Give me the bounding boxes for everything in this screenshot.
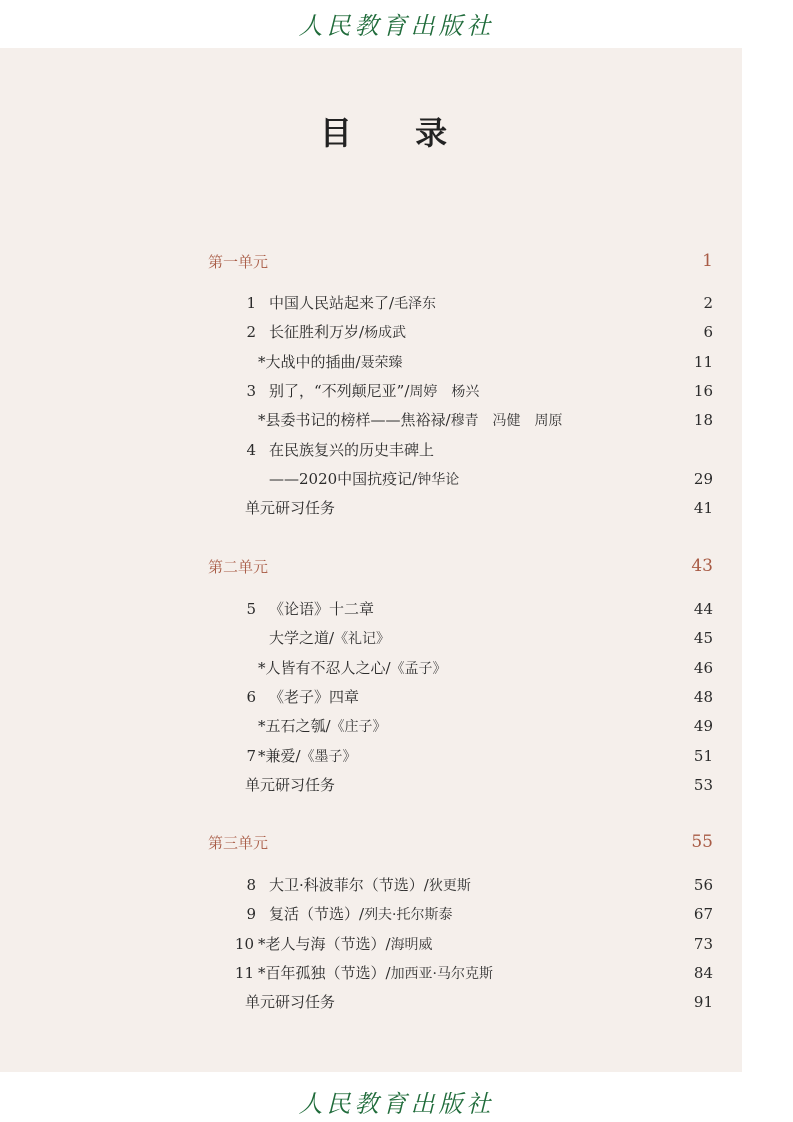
entry-page-number: 29	[693, 470, 713, 488]
entry-number: 10	[234, 935, 254, 953]
entry-author: 聂荣臻	[360, 355, 403, 371]
entry-title: 《老子》四章	[269, 688, 360, 706]
publisher-logo-bottom: 人民教育出版社	[298, 1090, 495, 1118]
entry-author: 《庄子》	[330, 719, 387, 735]
entry-page-number: 84	[693, 964, 713, 982]
entry-page-number: 67	[693, 905, 713, 923]
entry-title: 《论语》十二章	[269, 600, 375, 618]
entry-author: 加西亚·马尔克斯	[390, 966, 494, 982]
entry-page-number: 56	[693, 876, 713, 894]
entry-page-number: 2	[703, 294, 713, 312]
entry-title: *兼爱/《墨子》	[258, 747, 357, 765]
entry-author: 狄更斯	[428, 878, 471, 894]
entry-number: 3	[246, 382, 256, 400]
entry-number: 6	[246, 688, 256, 706]
entry-title: 大学之道/《礼记》	[269, 629, 391, 647]
unit-page-number: 1	[702, 251, 713, 271]
entry-author: 穆青 冯健 周原	[450, 413, 563, 429]
unit-page-number: 43	[691, 556, 713, 576]
entry-title: 别了，“不列颠尼亚”/周婷 杨兴	[269, 382, 480, 400]
entry-page-number: 53	[693, 776, 713, 794]
entry-page-number: 44	[693, 600, 713, 618]
entry-title: 长征胜利万岁/杨成武	[269, 323, 407, 341]
entry-page-number: 6	[703, 323, 713, 341]
entry-number: 7	[246, 747, 256, 765]
entry-author: 《墨子》	[300, 749, 357, 765]
unit-heading[interactable]: 第三单元	[208, 834, 269, 852]
entry-author: 钟华论	[417, 472, 460, 488]
entry-title: 中国人民站起来了/毛泽东	[269, 294, 437, 312]
entry-title: 复活（节选）/列夫·托尔斯泰	[269, 905, 453, 923]
entry-author: 毛泽东	[394, 296, 437, 312]
entry-author: 杨成武	[364, 325, 407, 341]
entry-title: *大战中的插曲/聂荣臻	[258, 353, 403, 371]
publisher-logo-top: 人民教育出版社	[298, 12, 495, 40]
entry-title: *老人与海（节选）/海明威	[258, 935, 433, 953]
entry-title: *百年孤独（节选）/加西亚·马尔克斯	[258, 964, 494, 982]
entry-number: 5	[246, 600, 256, 618]
entry-number: 2	[246, 323, 256, 341]
entry-page-number: 49	[693, 717, 713, 735]
entry-author: 《孟子》	[390, 661, 447, 677]
entry-title: *县委书记的榜样——焦裕禄/穆青 冯健 周原	[258, 411, 563, 429]
entry-page-number: 48	[693, 688, 713, 706]
entry-author: 海明威	[390, 937, 433, 953]
entry-page-number: 91	[693, 993, 713, 1011]
page-title: 目 录	[319, 114, 474, 152]
entry-number: 9	[246, 905, 256, 923]
unit-heading[interactable]: 第一单元	[208, 253, 269, 271]
unit-page-number: 55	[691, 832, 713, 852]
entry-author: 周婷 杨兴	[409, 384, 480, 400]
unit-heading[interactable]: 第二单元	[208, 558, 269, 576]
entry-page-number: 45	[693, 629, 713, 647]
entry-title: 在民族复兴的历史丰碑上	[269, 441, 435, 459]
entry-page-number: 16	[693, 382, 713, 400]
entry-page-number: 51	[693, 747, 713, 765]
entry-title: 大卫·科波菲尔（节选）/狄更斯	[269, 876, 471, 894]
entry-number: 1	[246, 294, 256, 312]
entry-title: *五石之瓠/《庄子》	[258, 717, 387, 735]
entry-page-number: 46	[693, 659, 713, 677]
entry-author: 《礼记》	[334, 631, 391, 647]
entry-title: 单元研习任务	[245, 993, 336, 1011]
entry-page-number: 11	[693, 353, 713, 371]
entry-title: ——2020中国抗疫记/钟华论	[269, 470, 460, 488]
entry-title: *人皆有不忍人之心/《孟子》	[258, 659, 447, 677]
entry-title: 单元研习任务	[245, 776, 336, 794]
entry-page-number: 41	[693, 499, 713, 517]
entry-number: 11	[234, 964, 254, 982]
entry-page-number: 18	[693, 411, 713, 429]
entry-title: 单元研习任务	[245, 499, 336, 517]
entry-author: 列夫·托尔斯泰	[364, 907, 453, 923]
entry-number: 8	[246, 876, 256, 894]
entry-page-number: 73	[693, 935, 713, 953]
entry-number: 4	[246, 441, 256, 459]
